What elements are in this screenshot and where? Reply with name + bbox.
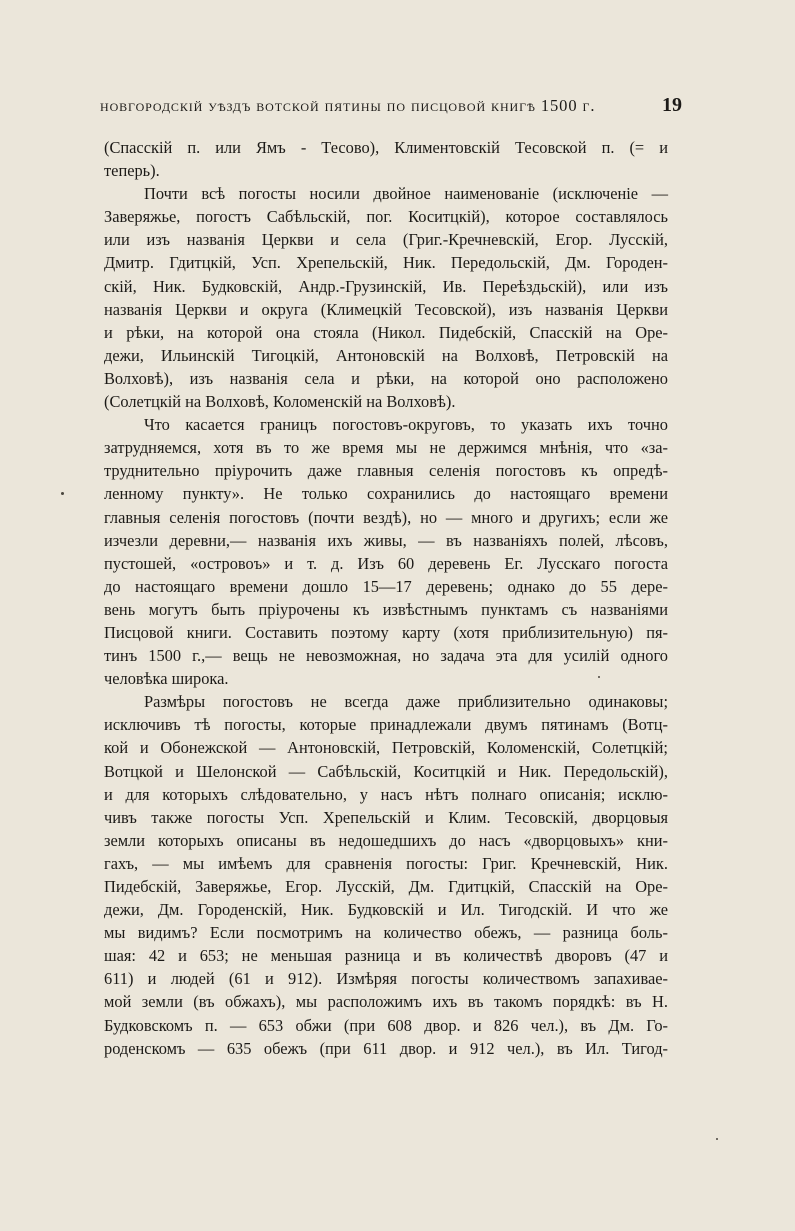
- text-line: (Солетцкій на Волховѣ, Коломенскій на Волховѣ).: [104, 392, 456, 412]
- paper-speck: [61, 492, 64, 495]
- text-line: Заверяжье, погостъ Сабѣльскій, пог. Коситцкій), которое составлялось: [104, 207, 668, 227]
- text-line: и рѣки, на которой она стояла (Никол. Пидебскій, Спасскій на Оре-: [104, 322, 668, 342]
- text-line: Пидебскій, Заверяжье, Егор. Лусскій, Дм. Гдитцкій, Спасскій на Оре-: [104, 877, 668, 896]
- paragraph-first-line: Почти всѣ погосты носили двойное наименованіе (исключеніе —: [144, 184, 668, 204]
- paper-speck: [598, 676, 600, 678]
- text-line: земли которыхъ описаны въ недошедшихъ до насъ «дворцовыхъ» кни-: [104, 830, 668, 850]
- text-line: Будковскомъ п. — 653 обжи (при 608 двор. и 826 чел.), въ Дм. Го-: [104, 1015, 668, 1035]
- body-text: [104, 136, 668, 1060]
- text-line: роденскомъ — 635 обежъ (при 611 двор. и 912 чел.), въ Ил. Тигод-: [104, 1038, 668, 1058]
- text-line: дежи, Ильинскій Тигоцкій, Антоновскій на Волховѣ, Петровскій на: [104, 345, 668, 365]
- running-header: [100, 94, 682, 130]
- text-line: Дмитр. Гдитцкій, Усп. Хрепельскій, Ник. Передольскій, Дм. Городен-: [104, 253, 668, 273]
- text-line: чивъ также погосты Усп. Хрепельскій и Клим. Тесовскій, дворцовыя: [104, 807, 668, 827]
- text-line: исключивъ тѣ погосты, которые принадлежали двумъ пятинамъ (Вотц-: [104, 715, 668, 735]
- text-line: мой земли (въ обжахъ), мы расположимъ ихъ въ такомъ порядкѣ: въ Н.: [104, 992, 668, 1012]
- paper-speck: [716, 1138, 718, 1140]
- text-line: (Спасскій п. или Ямъ - Тесово), Климентовскій Тесовской п. (= и: [104, 138, 668, 157]
- text-line: труднительно пріурочить даже главныя селенія погостовъ къ опредѣ-: [104, 461, 668, 481]
- text-line: скій, Ник. Будковскій, Андр.-Грузинскій, Ив. Переѣздьскій), или изъ: [104, 276, 668, 296]
- text-line: тинъ 1500 г.,— вещь не невозможная, но задача эта для усилій одного: [104, 646, 668, 666]
- text-line: и для которыхъ слѣдовательно, у насъ нѣтъ полнаго описанія; исклю-: [104, 784, 668, 804]
- paragraph-first-line: Размѣры погостовъ не всегда даже приблизительно одинаковы;: [144, 692, 668, 712]
- paragraph-first-line: Что касается границъ погостовъ-округовъ, то указать ихъ точно: [144, 415, 668, 435]
- text-line: кой и Обонежской — Антоновскій, Петровскій, Коломенскій, Солетцкій;: [104, 738, 668, 758]
- text-line: названія Церкви и округа (Климецкій Тесовской), изъ названія Церкви: [104, 299, 668, 319]
- text-line: дежи, Дм. Городенскій, Ник. Будковскій и Ил. Тигодскій. И что же: [104, 900, 668, 920]
- text-line: ленному пункту». Не только сохранились до настоящаго времени: [104, 484, 668, 504]
- text-line: Волховѣ), изъ названія села и рѣки, на которой оно расположено: [104, 368, 668, 388]
- text-line: затрудняемся, хотя въ то же время мы не держимся мнѣнія, что «за-: [104, 438, 668, 458]
- text-line: 611) и людей (61 и 912). Измѣряя погосты количествомъ запахивае-: [104, 969, 668, 989]
- text-line: теперь).: [104, 161, 160, 181]
- text-line: мы видимъ? Если посмотримъ на количество обежъ, — разница боль-: [104, 923, 668, 943]
- text-line: гахъ, — мы имѣемъ для сравненія погосты: Григ. Кречневскій, Ник.: [104, 853, 668, 873]
- text-line: человѣка широка.: [104, 669, 229, 689]
- text-line: вень могутъ быть пріурочены къ извѣстнымъ пунктамъ съ названіями: [104, 599, 668, 619]
- text-line: Вотцкой и Шелонской — Сабѣльскій, Коситцкій и Ник. Передольскій),: [104, 761, 668, 781]
- text-line: до настоящаго времени дошло 15—17 деревень; однако до 55 дере-: [104, 576, 668, 596]
- text-line: или изъ названія Церкви и села (Григ.-Кречневскій, Егор. Лусскій,: [104, 230, 668, 250]
- text-line: главныя селенія погостовъ (почти вездѣ), но — много и другихъ; если же: [104, 507, 668, 527]
- text-line: пустошей, «островоъ» и т. д. Изъ 60 деревень Ег. Лусскаго погоста: [104, 553, 668, 573]
- running-title: новгородскій уѣздъ вотской пятины по писцовой книгѣ 1500 г.: [100, 96, 596, 115]
- text-line: шая: 42 и 653; не меньшая разница и въ количествѣ дворовъ (47 и: [104, 946, 668, 966]
- text-line: изчезли деревни,— названія ихъ живы, — въ названіяхъ полей, лѣсовъ,: [104, 530, 668, 550]
- text-line: Писцовой книги. Составить поэтому карту (хотя приблизительную) пя-: [104, 622, 668, 642]
- page-number: 19: [662, 94, 682, 116]
